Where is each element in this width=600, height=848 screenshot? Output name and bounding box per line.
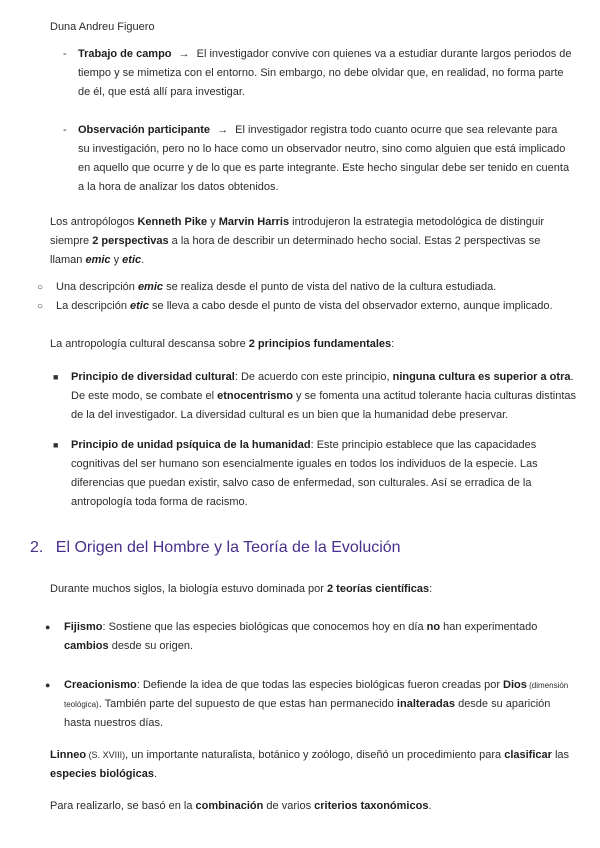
theory-title: Creacionismo bbox=[64, 679, 137, 691]
dash-bullet: - bbox=[63, 48, 67, 60]
method-title: Observación participante bbox=[78, 124, 211, 136]
theories-intro: Durante muchos siglos, la biología estuvo dominada por 2 teorías científicas: bbox=[50, 583, 433, 595]
circle-bullet-icon: ○ bbox=[37, 282, 44, 293]
linneo-paragraph: Linneo (S. XVIII), un importante naturalista, botánico y zoólogo, diseñó un procedimiento para clasificar las especies biológicas. bbox=[50, 749, 570, 780]
theory-title: Fijismo bbox=[64, 621, 103, 633]
square-bullet-icon: ■ bbox=[53, 372, 59, 382]
bullet-dot-icon: ● bbox=[45, 622, 51, 632]
principle-title: Principio de unidad psíquica de la humanidad bbox=[71, 439, 311, 451]
square-bullet-icon: ■ bbox=[53, 440, 59, 450]
circle-bullet-icon: ○ bbox=[37, 301, 44, 312]
method-text: Trabajo de campo → El investigador convive con quienes va a estudiar durante largos periodos de tiempo y se mimetiza con el entorno. Sin embargo, no debe olvidar que, en realidad, no forma parte de él, que está allí para investigar. bbox=[78, 48, 572, 98]
principle-title: Principio de diversidad cultural bbox=[71, 371, 235, 383]
method-title: Trabajo de campo bbox=[78, 48, 172, 60]
section-title: El Origen del Hombre y la Teoría de la Evolución bbox=[55, 539, 401, 556]
section-number: 2. bbox=[30, 539, 44, 556]
perspectives-paragraph: Los antropólogos Kenneth Pike y Marvin Harris introdujeron la estrategia metodológica de distinguir siempre 2 perspectivas a la hora de describir un determinado hecho social. Estas 2 perspectivas se llaman emic y etic. bbox=[50, 216, 545, 266]
author-name: Duna Andreu Figuero bbox=[50, 21, 155, 33]
bullet-dot-icon: ● bbox=[45, 680, 51, 690]
section-heading bbox=[30, 539, 401, 557]
arrow-icon: → bbox=[178, 48, 190, 60]
arrow-icon: → bbox=[217, 124, 229, 136]
final-paragraph: Para realizarlo, se basó en la combinación de varios criterios taxonómicos. bbox=[50, 800, 432, 812]
method-text: Observación participante → El investigador registra todo cuanto ocurre que sea relevante para su investigación, pero no lo hace como un observador neutro, sino como alguien que está implicado en aquello que ocurre y de lo que es parte integrante. Este hecho singular debe ser tenido en cuenta a la hora de analizar los datos obtenidos. bbox=[78, 124, 570, 193]
principles-intro: La antropología cultural descansa sobre 2 principios fundamentales: bbox=[50, 338, 395, 350]
dash-bullet: - bbox=[63, 124, 67, 136]
